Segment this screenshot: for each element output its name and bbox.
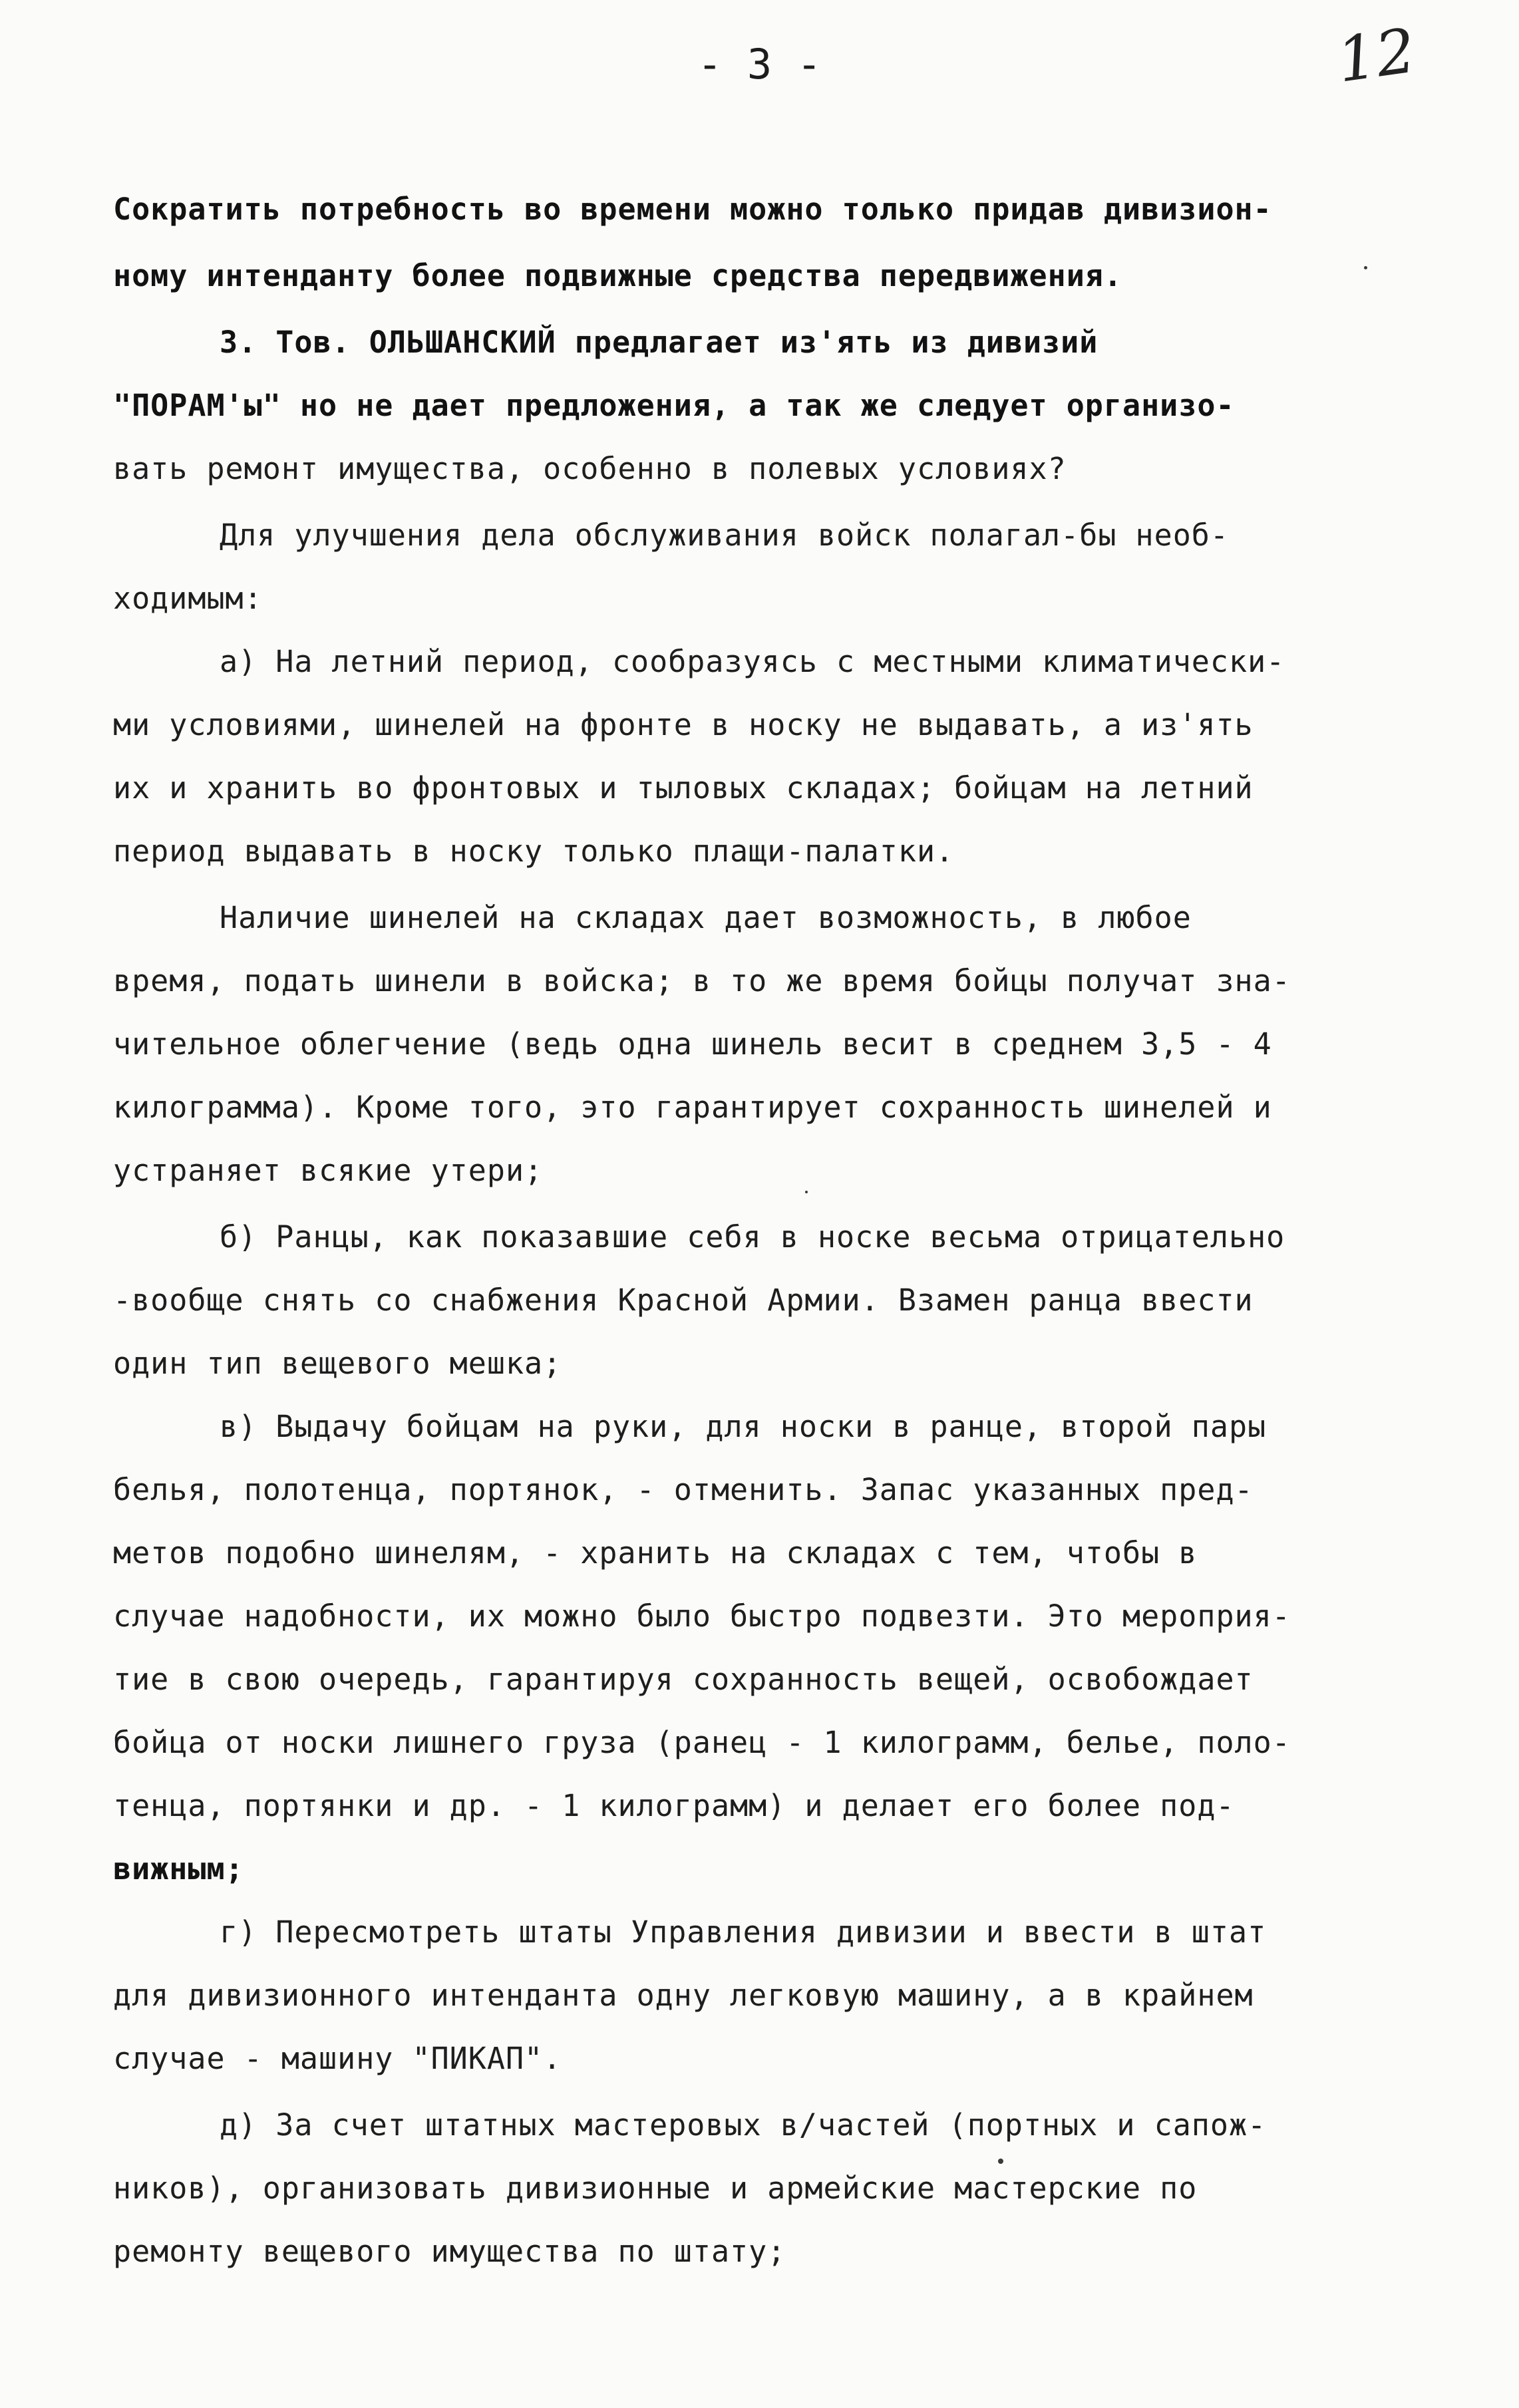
text-line: случае надобности, их можно было быстро подвезти. Это мероприя- [113, 1598, 1291, 1634]
text-line: время, подать шинели в войска; в то же время бойцы получат зна- [113, 963, 1291, 998]
text-line: бойца от носки лишнего груза (ранец - 1 килограмм, белье, поло- [113, 1725, 1291, 1760]
ink-speck [805, 1191, 808, 1193]
text-line: Наличие шинелей на складах дает возможность, в любое [220, 900, 1192, 935]
ink-speck [998, 2159, 1003, 2164]
text-line: случае - машину "ПИКАП". [113, 2041, 562, 2076]
text-line: в) Выдачу бойцам на руки, для носки в ранце, второй пары [220, 1409, 1267, 1444]
text-line: 3. Тов. ОЛЬШАНСКИЙ предлагает из'ять из дивизий [220, 325, 1098, 360]
text-line: а) На летний период, сообразуясь с местными климатически- [220, 644, 1285, 679]
text-line: -вообще снять со снабжения Красной Армии. Взамен ранца ввести [113, 1282, 1254, 1318]
text-line: тие в свою очередь, гарантируя сохранность вещей, освобождает [113, 1662, 1254, 1697]
text-line: тенца, портянки и др. - 1 килограмм) и делает его более под- [113, 1788, 1235, 1823]
text-line: ному интенданту более подвижные средства передвижения. [113, 258, 1122, 293]
ink-speck [1364, 266, 1367, 269]
text-line: ми условиями, шинелей на фронте в носку не выдавать, а из'ять [113, 707, 1254, 742]
text-line: их и хранить во фронтовых и тыловых складах; бойцам на летний [113, 770, 1254, 806]
archive-number: 12 [1333, 15, 1420, 96]
text-line: ремонту вещевого имущества по штату; [113, 2234, 786, 2269]
text-line: метов подобно шинелям, - хранить на складах с тем, чтобы в [113, 1535, 1198, 1571]
text-line: "ПОРАМ'ы" но не дает предложения, а так же следует организо- [113, 388, 1235, 423]
text-line: вать ремонт имущества, особенно в полевых условиях? [113, 451, 1067, 486]
text-line: ников), организовать дивизионные и армейские мастерские по [113, 2171, 1198, 2206]
text-line: килограмма). Кроме того, это гарантирует сохранность шинелей и [113, 1090, 1272, 1125]
text-line: Для улучшения дела обслуживания войск полагал-бы необ- [220, 518, 1229, 553]
text-line: Сократить потребность во времени можно только придав дивизион- [113, 192, 1272, 227]
text-line: устраняет всякие утери; [113, 1153, 544, 1188]
text-line: период выдавать в носку только плащи-палатки. [113, 833, 955, 869]
text-line: чительное облегчение (ведь одна шинель весит в среднем 3,5 - 4 [113, 1026, 1272, 1062]
text-line: один тип вещевого мешка; [113, 1346, 562, 1381]
text-line: б) Ранцы, как показавшие себя в носке весьма отрицательно [220, 1219, 1285, 1255]
text-line: вижным; [113, 1851, 244, 1886]
text-line: белья, полотенца, портянок, - отменить. Запас указанных пред- [113, 1472, 1254, 1507]
text-line: ходимым: [113, 581, 263, 616]
text-line: г) Пересмотреть штаты Управления дивизии и ввести в штат [220, 1914, 1267, 1950]
text-line: д) За счет штатных мастеровых в/частей (портных и сапож- [220, 2107, 1267, 2143]
page-number: - 3 - [697, 40, 822, 88]
text-line: для дивизионного интенданта одну легковую машину, а в крайнем [113, 1978, 1254, 2013]
